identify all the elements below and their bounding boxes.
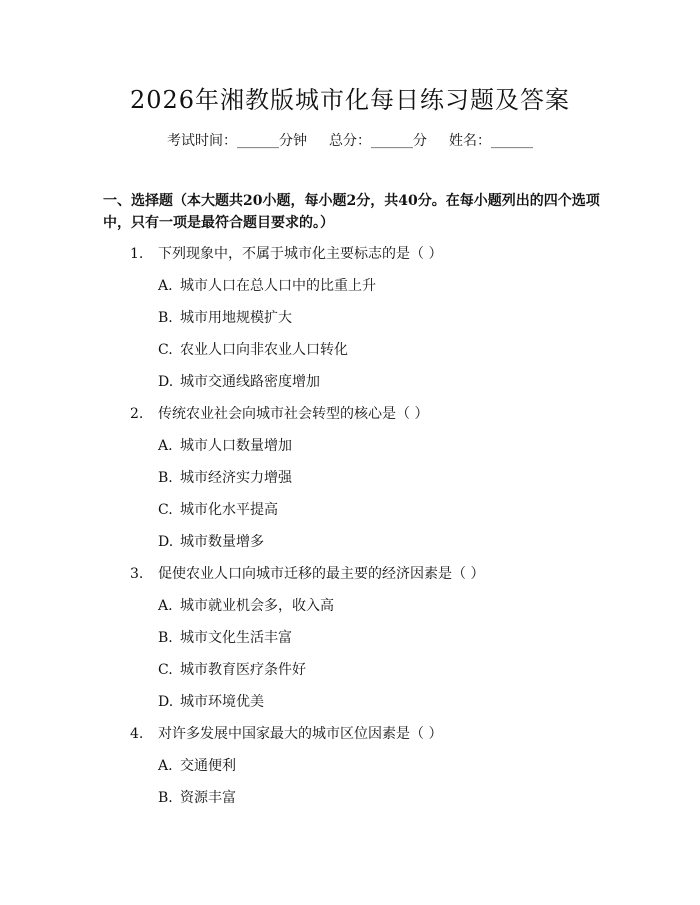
option-label: D. xyxy=(158,374,174,390)
option-label: D. xyxy=(158,694,174,710)
question-number: 2. xyxy=(130,406,144,422)
question-4 xyxy=(130,723,442,743)
question-number: 1. xyxy=(130,246,144,262)
option-1a xyxy=(158,275,376,295)
exam-time-field: 考试时间：______分钟 xyxy=(167,133,307,149)
question-2 xyxy=(130,403,428,423)
total-score-field: 总分：______分 xyxy=(329,133,427,149)
question-text: 促使农业人口向城市迁移的最主要的经济因素是（ ） xyxy=(158,566,485,582)
option-text: 城市就业机会多，收入高 xyxy=(180,598,334,614)
exam-meta xyxy=(0,130,700,150)
option-text: 城市交通线路密度增加 xyxy=(180,374,320,390)
option-text: 城市人口数量增加 xyxy=(180,438,292,454)
option-label: C. xyxy=(158,342,173,358)
option-1c xyxy=(158,339,348,359)
option-text: 城市教育医疗条件好 xyxy=(180,662,306,678)
option-label: A. xyxy=(158,758,173,774)
question-text: 对许多发展中国家最大的城市区位因素是（ ） xyxy=(158,726,443,742)
option-text: 资源丰富 xyxy=(180,790,236,806)
question-text: 传统农业社会向城市社会转型的核心是（ ） xyxy=(158,406,429,422)
option-3b xyxy=(158,627,292,647)
question-number: 4. xyxy=(130,726,144,742)
option-text: 城市用地规模扩大 xyxy=(180,310,292,326)
question-number: 3. xyxy=(130,566,144,582)
section-heading: 一、选择题（本大题共20小题，每小题2分，共40分。在每小题列出的四个选项中，只有一项是最符合题目要求的。） xyxy=(103,193,600,231)
option-label: D. xyxy=(158,534,174,550)
option-2a xyxy=(158,435,292,455)
option-label: B. xyxy=(158,790,173,806)
question-text: 下列现象中，不属于城市化主要标志的是（ ） xyxy=(158,246,443,262)
option-label: B. xyxy=(158,630,173,646)
name-field: 姓名：______ xyxy=(449,133,533,149)
option-text: 城市化水平提高 xyxy=(180,502,278,518)
option-text: 城市经济实力增强 xyxy=(180,470,292,486)
page-title: 2026年湘教版城市化每日练习题及答案 xyxy=(129,86,571,114)
option-text: 城市数量增多 xyxy=(180,534,264,550)
option-3d xyxy=(158,691,264,711)
option-text: 交通便利 xyxy=(180,758,236,774)
option-4a xyxy=(158,755,236,775)
option-label: A. xyxy=(158,278,173,294)
option-label: C. xyxy=(158,502,173,518)
option-1b xyxy=(158,307,292,327)
option-4b xyxy=(158,787,236,807)
option-label: B. xyxy=(158,310,173,326)
option-text: 城市环境优美 xyxy=(180,694,264,710)
option-label: C. xyxy=(158,662,173,678)
option-1d xyxy=(158,371,320,391)
option-2b xyxy=(158,467,292,487)
option-text: 城市文化生活丰富 xyxy=(180,630,292,646)
option-label: A. xyxy=(158,598,173,614)
option-text: 农业人口向非农业人口转化 xyxy=(180,342,348,358)
option-2d xyxy=(158,531,264,551)
question-1 xyxy=(130,243,442,263)
option-text: 城市人口在总人口中的比重上升 xyxy=(180,278,376,294)
option-3a xyxy=(158,595,334,615)
question-3 xyxy=(130,563,484,583)
option-label: A. xyxy=(158,438,173,454)
option-2c xyxy=(158,499,278,519)
option-3c xyxy=(158,659,306,679)
option-label: B. xyxy=(158,470,173,486)
